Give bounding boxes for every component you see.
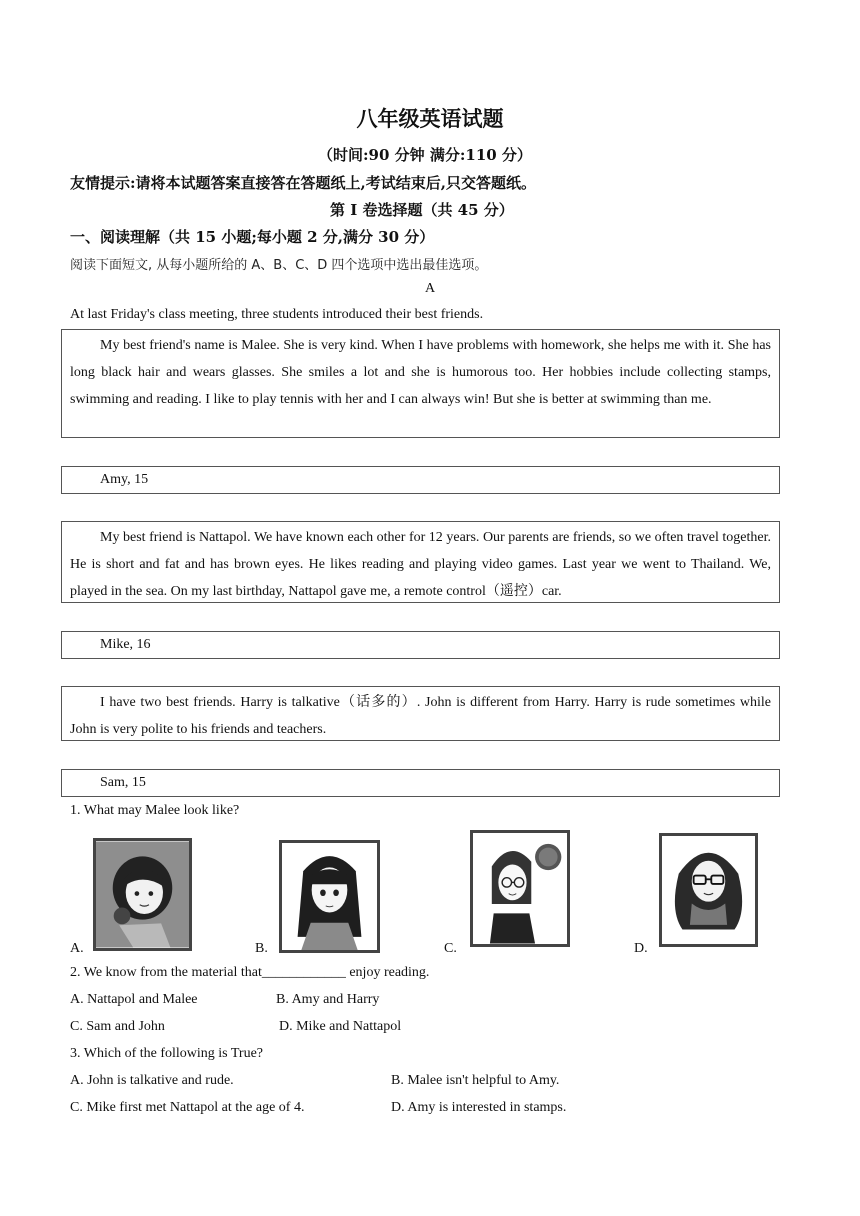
girl-portrait-c-image bbox=[470, 830, 570, 947]
question-2-option-c: C. Sam and John bbox=[70, 1019, 165, 1034]
girl-portrait-a-image bbox=[93, 838, 192, 951]
author-box-mike: Mike, 16 bbox=[61, 631, 780, 659]
question-1-option-d-label: D. bbox=[634, 941, 648, 956]
question-2-option-d: D. Mike and Nattapol bbox=[279, 1019, 402, 1034]
exam-notice: 友情提示:请将本试题答案直接答在答题纸上,考试结束后,只交答题纸。 bbox=[70, 174, 536, 192]
question-1-option-b-label: B. bbox=[255, 941, 268, 956]
volume-heading: 第 I 卷选择题（共 45 分） bbox=[330, 201, 514, 219]
question-3-option-b: B. Malee isn't helpful to Amy. bbox=[391, 1073, 560, 1088]
author-box-amy: Amy, 15 bbox=[61, 466, 780, 494]
girl-portrait-b-image bbox=[279, 840, 380, 953]
passage-box-sam: I have two best friends. Harry is talkative（话多的）. John is different from Harry. Harry is rude sometimes while John is very polite to his friends and teachers. bbox=[61, 686, 780, 741]
passage-label: A bbox=[425, 281, 436, 296]
girl-portrait-d-image bbox=[659, 833, 758, 947]
exam-time-info: （时间:90 分钟 满分:110 分） bbox=[318, 146, 532, 164]
passage-intro: At last Friday's class meeting, three students introduced their best friends. bbox=[70, 307, 484, 322]
question-2-option-b: B. Amy and Harry bbox=[276, 992, 380, 1007]
author-box-sam: Sam, 15 bbox=[61, 769, 780, 797]
question-1-option-a-label: A. bbox=[70, 941, 84, 956]
passage-box-amy: My best friend's name is Malee. She is very kind. When I have problems with homework, she helps me with it. She has long black hair and wears glasses. She smiles a lot and she is humorous too. Her hobbies include collecting stamps, swimming and reading. I like to play tennis with her and I can always win! But she is better at swimming than me. bbox=[61, 329, 780, 438]
passage-box-mike: My best friend is Nattapol. We have known each other for 12 years. Our parents are friends, so we often travel together. He is short and fat and has brown eyes. He likes reading and playing video games. Last year we went to Thailand. We, played in the sea. On my last birthday, Nattapol gave me, a remote control（遥控）car. bbox=[61, 521, 780, 603]
question-1-option-c-label: C. bbox=[444, 941, 457, 956]
question-2-stem: 2. We know from the material that____________ enjoy reading. bbox=[70, 965, 430, 980]
section-heading: 一、阅读理解（共 15 小题;每小题 2 分,满分 30 分） bbox=[70, 228, 435, 246]
question-2-option-a: A. Nattapol and Malee bbox=[70, 992, 198, 1007]
section-instruction: 阅读下面短文, 从每小题所给的 A、B、C、D 四个选项中选出最佳选项。 bbox=[70, 258, 488, 273]
question-1-stem: 1. What may Malee look like? bbox=[70, 803, 240, 818]
question-3-option-d: D. Amy is interested in stamps. bbox=[391, 1100, 567, 1115]
exam-title: 八年级英语试题 bbox=[356, 106, 504, 131]
question-3-option-a: A. John is talkative and rude. bbox=[70, 1073, 234, 1088]
question-3-stem: 3. Which of the following is True? bbox=[70, 1046, 264, 1061]
question-3-option-c: C. Mike first met Nattapol at the age of 4. bbox=[70, 1100, 305, 1115]
